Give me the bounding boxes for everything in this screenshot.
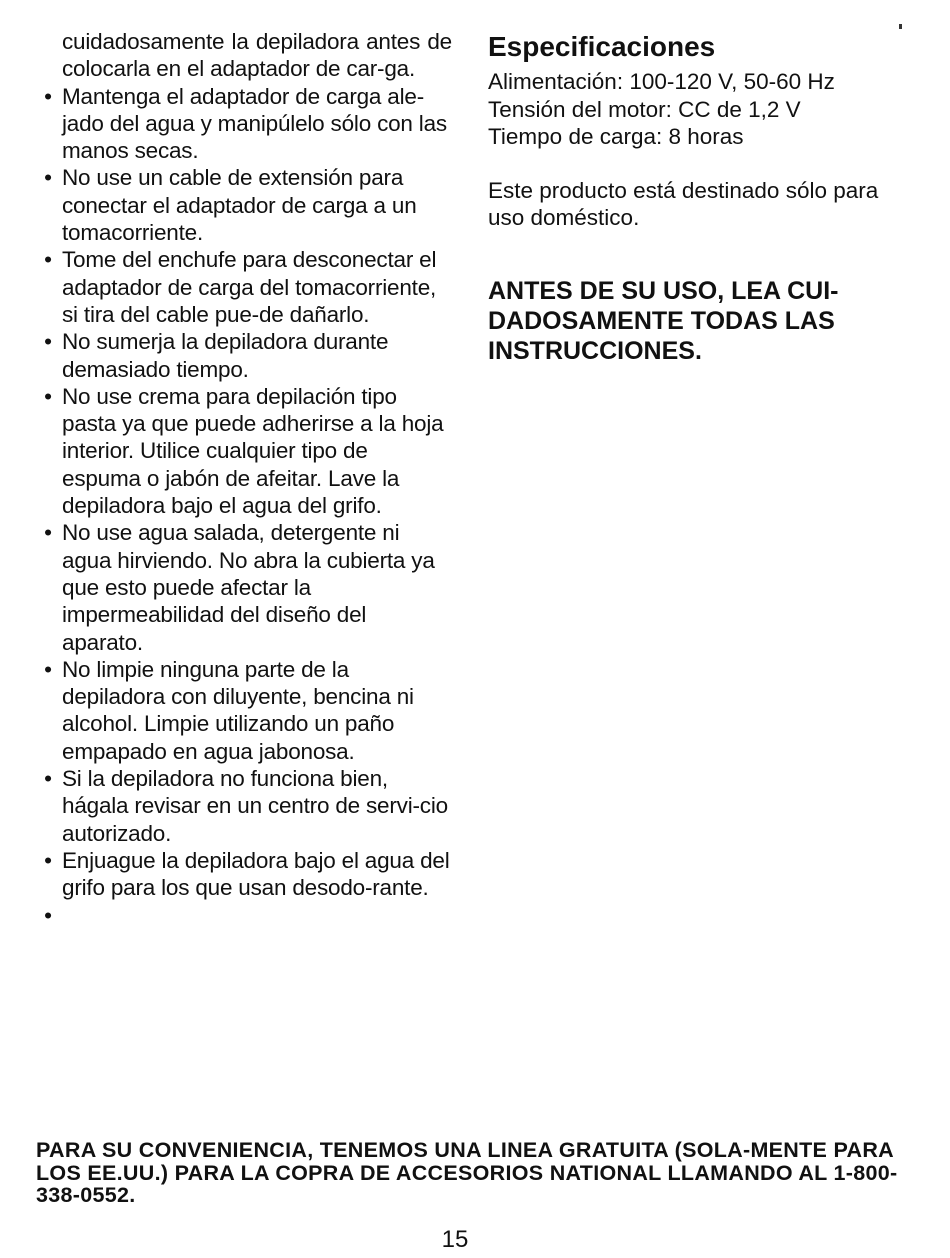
safety-list — [42, 83, 452, 928]
list-item — [42, 164, 452, 246]
bullet-icon: • — [44, 520, 52, 546]
list-item-text: Enjuague la depiladora bajo el agua del grifo para los que usan desodo-rante. — [62, 847, 450, 901]
print-speck — [899, 24, 902, 29]
safety-instructions-column — [42, 28, 452, 928]
list-item — [42, 847, 452, 902]
charge-time-spec: Tiempo de carga: 8 horas — [488, 124, 744, 149]
read-instructions-warning: ANTES DE SU USO, LEA CUI-DADOSAMENTE TODAS LAS INSTRUCCIONES. — [488, 276, 839, 365]
bullet-icon: • — [44, 766, 52, 792]
page-number: 15 — [441, 1226, 469, 1253]
bullet-icon: • — [44, 165, 52, 191]
list-item-text: No use agua salada, detergente ni agua hirviendo. No abra la cubierta ya que esto puede afectar la impermeabilidad del diseño del aparato. — [62, 520, 435, 655]
list-item — [42, 383, 452, 519]
list-item — [42, 83, 452, 165]
list-item-text: No use un cable de extensión para conectar el adaptador de carga a un tomacorriente. — [62, 165, 417, 246]
list-item — [42, 656, 452, 765]
bullet-icon: • — [44, 656, 52, 682]
list-item-text: Si la depiladora no funciona bien, hágala revisar en un centro de servi-cio autorizado. — [62, 766, 448, 846]
specifications-heading: Especificaciones — [488, 31, 716, 62]
list-item — [42, 328, 452, 383]
toll-free-notice: PARA SU CONVENIENCIA, TENEMOS UNA LINEA GRATUITA (SOLA-MENTE PARA LOS EE.UU.) PARA LA COPRA DE ACCESORIOS NATIONAL LLAMANDO AL 1-800-338-0552. — [36, 1138, 898, 1207]
bullet-icon: • — [44, 329, 52, 355]
bullet-icon: • — [44, 247, 52, 273]
list-item-text: No use crema para depilación tipo pasta ya que puede adherirse a la hoja interior. Utilice cualquier tipo de espuma o jabón de afeitar. Lave la depiladora bajo el agua del grifo. — [62, 383, 444, 519]
bullet-icon: • — [44, 847, 52, 873]
motor-voltage-spec: Tensión del motor: CC de 1,2 V — [488, 96, 801, 122]
specifications-column — [488, 30, 908, 366]
bullet-icon: • — [44, 902, 52, 928]
list-item-text: No limpie ninguna parte de la depiladora con diluyente, bencina ni alcohol. Limpie utilizando un paño empapado en agua jabonosa. — [62, 656, 414, 764]
continued-paragraph: cuidadosamente la depiladora antes de colocarla en el adaptador de car-ga. — [62, 29, 452, 82]
list-item — [42, 519, 452, 655]
power-spec: Alimentación: 100-120 V, 50-60 Hz — [488, 69, 835, 94]
bullet-icon: • — [44, 383, 52, 409]
list-item-text: No sumerja la depiladora durante demasiado tiempo. — [62, 329, 389, 382]
bullet-icon: • — [44, 83, 52, 109]
list-item-text: Mantenga el adaptador de carga ale-jado del agua y manipúlelo sólo con las manos secas. — [62, 83, 447, 164]
list-item — [42, 765, 452, 847]
list-item-text: Tome del enchufe para desconectar el adaptador de carga del tomacorriente, si tira del cable pue-de dañarlo. — [62, 247, 437, 327]
list-item — [42, 246, 452, 328]
household-use-notice: Este producto está destinado sólo para uso doméstico. — [488, 177, 879, 230]
